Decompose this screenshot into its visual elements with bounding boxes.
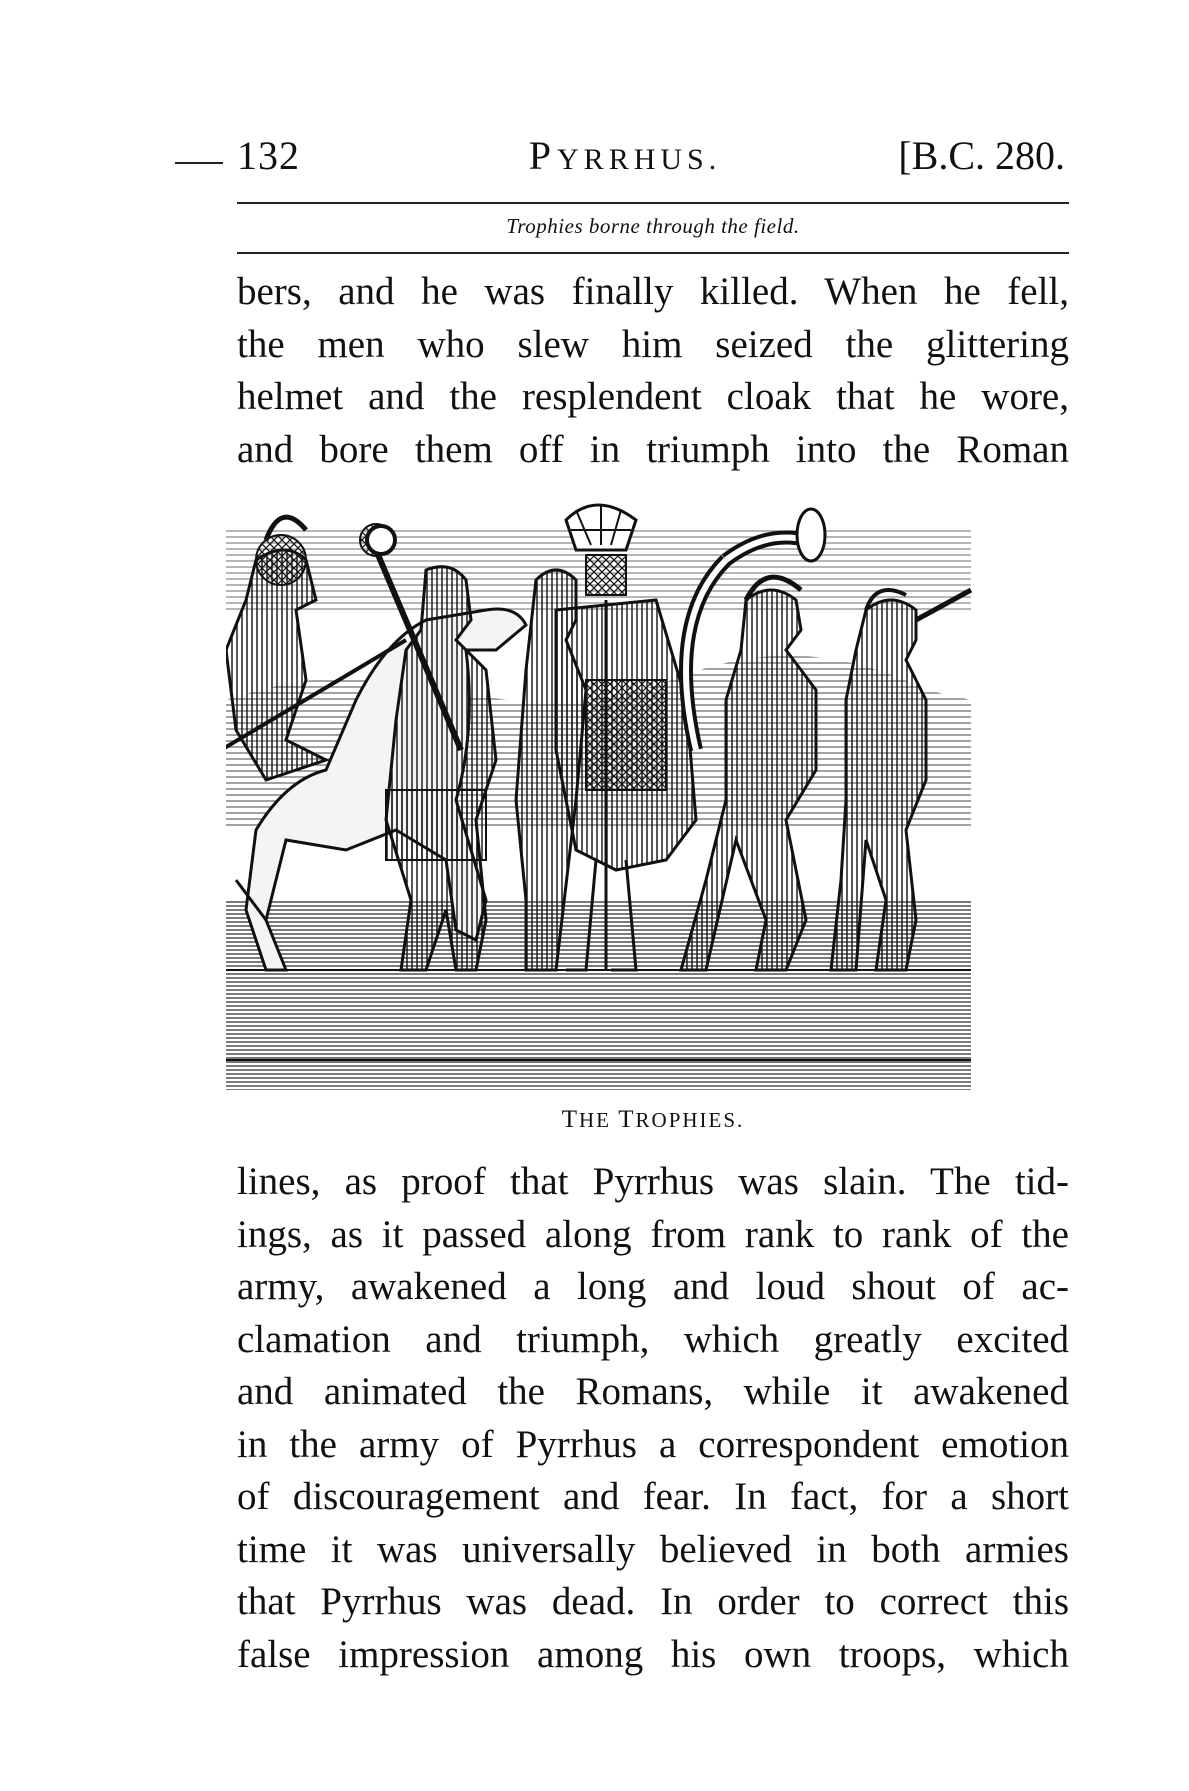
paragraph-before-figure	[237, 266, 1069, 476]
text-line: and animated the Romans, while it awakened	[237, 1370, 1069, 1413]
running-title-text: PYRRHUS.	[528, 133, 722, 178]
page-number: 132	[237, 133, 300, 178]
text-line: the men who slew him seized the glittering	[237, 322, 1069, 366]
section-subheading: Trophies borne through the field.	[506, 214, 800, 238]
text-line: and bore them off in triumph into the Roman	[237, 427, 1069, 471]
text-line: army, awakened a long and loud shout of ac-	[237, 1265, 1069, 1308]
engraving-icon	[226, 500, 1076, 1096]
header-rule-top	[237, 202, 1069, 204]
figure-caption	[237, 1106, 1069, 1134]
text-line: helmet and the resplendent cloak that he wore,	[237, 375, 1069, 418]
text-line: time it was universally believed in both armies	[237, 1527, 1069, 1571]
text-line: lines, as proof that Pyrrhus was slain. The tid-	[237, 1160, 1069, 1203]
text-line: of discouragement and fear. In fact, for a short	[237, 1475, 1069, 1518]
text-line: bers, and he was finally killed. When he fell,	[237, 270, 1069, 313]
date-reference: [B.C. 280.	[898, 133, 1065, 178]
text-line: in the army of Pyrrhus a correspondent emotion	[237, 1422, 1069, 1466]
text-line: that Pyrrhus was dead. In order to correct this	[237, 1580, 1069, 1623]
text-line: ings, as it passed along from rank to rank of the	[237, 1212, 1069, 1256]
text-line: false impression among his own troops, which	[237, 1632, 1069, 1676]
figure-caption-text: THE TROPHIES.	[561, 1106, 745, 1133]
paragraph-after-figure	[237, 1156, 1069, 1681]
running-header	[175, 132, 1075, 188]
engraving-illustration	[226, 500, 1076, 1096]
text-line: clamation and triumph, which greatly excited	[237, 1317, 1069, 1361]
header-rule-bottom	[237, 252, 1069, 254]
